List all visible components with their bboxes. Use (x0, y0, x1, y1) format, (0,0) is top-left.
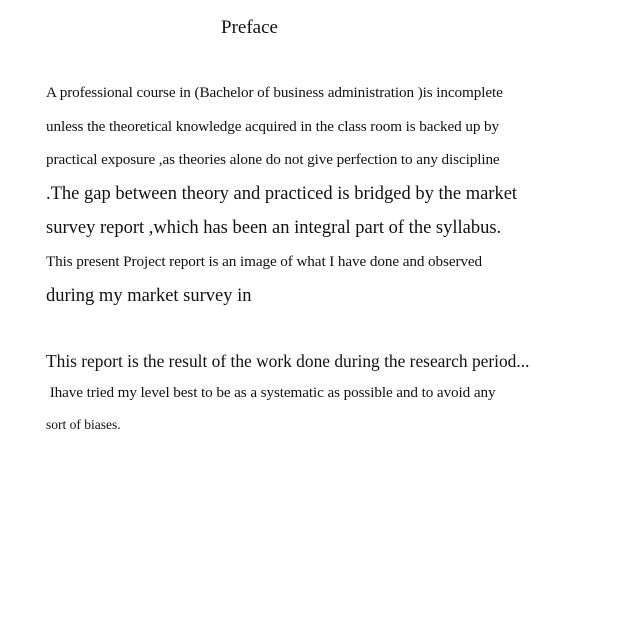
paragraph-line: sort of biases. (46, 417, 121, 432)
paragraph-line: A professional course in (Bachelor of business administration )is incomplete (46, 84, 503, 101)
paragraph-line: unless the theoretical knowledge acquired in the class room is backed up by (46, 118, 500, 135)
paragraph-line: during my market survey in (46, 286, 252, 306)
paragraph-line: Ihave tried my level best to be as a systematic as possible and to avoid any (46, 384, 496, 401)
paragraph-line: .The gap between theory and practiced is bridged by the market (46, 184, 518, 204)
paragraph-line: survey report ,which has been an integral part of the syllabus. (46, 218, 502, 238)
paragraph-line: This present Project report is an image of what I have done and observed (46, 253, 483, 270)
page-title: Preface (221, 17, 278, 38)
paragraph-line: This report is the result of the work done during the research period... (46, 351, 530, 371)
paragraph-line: practical exposure ,as theories alone do not give perfection to any discipline (46, 151, 500, 168)
